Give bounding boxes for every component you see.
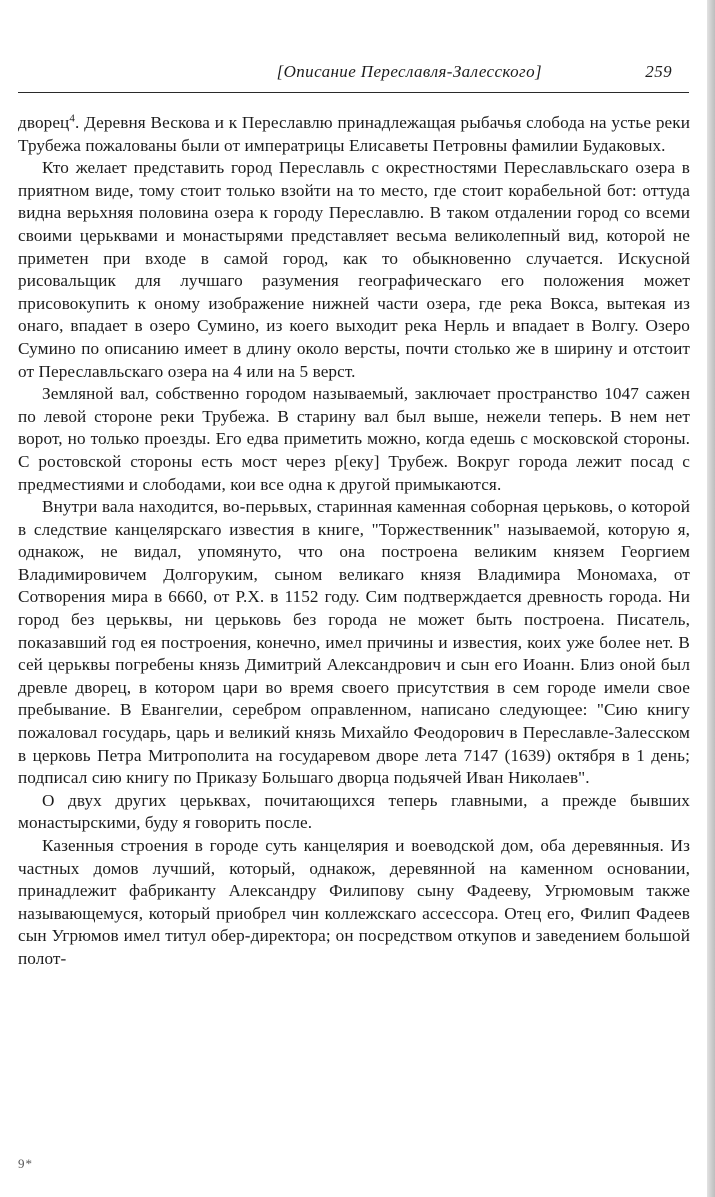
paragraph-1: [18, 112, 690, 157]
paragraph-4: Внутри вала находится, во-перьвых, старинная каменная соборная церьковь, о которой в следствие канцелярскаго известия в книге, "Торжественник" называемой, которую я, однакож, не видал, упомянуто, что она построена великим князем Георгием Владимировичем Долгоруким, сыном великаго князя Владимира Мономаха, от Сотворения мира в 6660, от Р.Х. в 1152 году. Сим подтверждается древность города. Ни город без церьквы, ни церьковь без города не может быть построена. Писатель, показавший год ея построения, конечно, имел причины и известия, коих уже более нет. В сей церьквы погребены князь Димитрий Александрович и сын его Иоанн. Близ оной был древле дворец, в котором цари во время своего присутствия в сем городе имели свое пребывание. В Евангелии, серебром оправленном, написано следующее: "Сию книгу пожаловал государь, царь и великий князь Михайло Феодорович в Переславле-Залесском в церковь Петра Митрополита на государевом дворе лета 7147 (1639) октября в 1 день; подписал сию книгу по Приказу Большаго дворца подьячей Иван Николаев".: [18, 497, 690, 788]
running-head: [18, 62, 690, 86]
body-text: [18, 112, 690, 971]
footnote-marker: 4: [69, 112, 75, 125]
printer-signature-mark: 9*: [18, 1156, 33, 1171]
paragraph-5: О двух других церьквах, почитающихся теперь главными, а прежде бывших монастырскими, буду я говорить после.: [18, 790, 690, 833]
paragraph-6: Казенныя строения в городе суть канцелярия и воеводской дом, оба деревянныя. Из частных домов лучший, который, однакож, деревянной на каменном основании, принадлежит фабриканту Александру Филипову сыну Фадееву, Угрюмовым также называющемуся, который приобрел чин коллежскаго ассессора. Отец его, Филип Фадеев сын Угрюмов имел титул обер-директора; он посредством откупов и заведением большой полот-: [18, 836, 690, 968]
paragraph-2: Кто желает представить город Переславль с окрестностями Переславльскаго озера в приятном виде, тому стоит только взойти на то место, где стоит корабельной бот: оттуда видна верьхняя половина озера к городу Переславлю. В таком отдалении город со всеми своими церьквами и монастырями представляет весьма великолепный вид, которой не приметен при входе в самой город, как то обыкновенно случается. Искусной рисовальщик для лучшаго разумения географическаго его положения может присовокупить к оному изображение нижней части озера, где река Вокса, вытекая из онаго, впадает в озеро Сумино, из коего выходит река Нерль и впадает в Волгу. Озеро Сумино по описанию имеет в длину около версты, почти столько же в ширину и отстоит от Переславльскаго озера на 4 или на 5 верст.: [18, 158, 690, 381]
page-edge-shadow: [707, 0, 715, 1197]
running-head-title: [Описание Переславля-Залесского]: [276, 62, 542, 81]
paragraph-3: Земляной вал, собственно городом называемый, заключает пространство 1047 сажен по левой стороне реки Трубежа. В старину вал был выше, нежели теперь. В нем нет ворот, но только проезды. Его едва приметить можно, когда едешь с московской стороны. С ростовской стороны есть мост через р[еку] Трубеж. Вокруг города лежит посад с предместиями и слободами, кои все одна к другой примыкаются.: [18, 384, 690, 494]
paragraph-1-rest: . Деревня Вескова и к Переславлю принадлежащая рыбачья слобода на устье реки Трубежа пожалованы были от императрицы Елисаветы Петровны фамилии Будаковых.: [18, 113, 690, 155]
page-number: 259: [645, 62, 672, 81]
header-rule: [18, 92, 689, 93]
paragraph-1-start: дворец: [18, 113, 70, 132]
